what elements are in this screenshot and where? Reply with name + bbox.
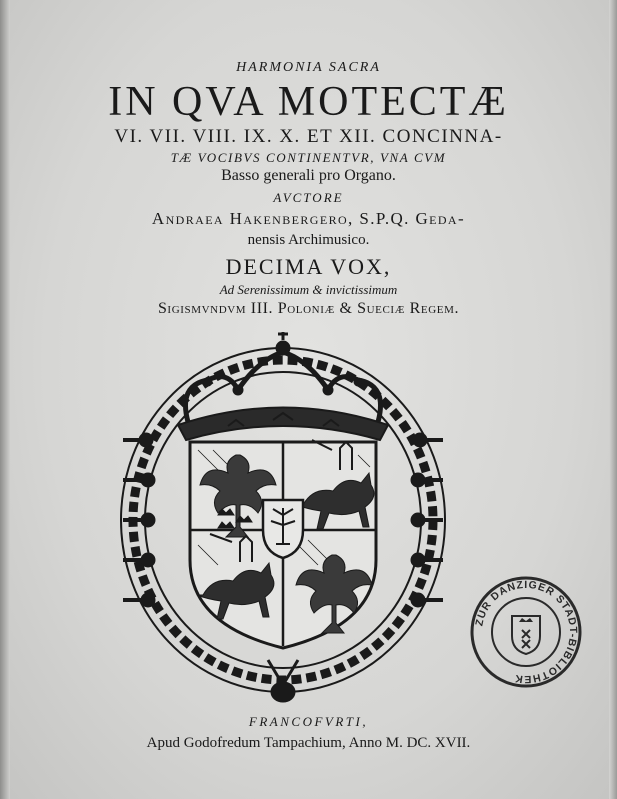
title-voices-line: VI. VII. VIII. IX. X. ET XII. CONCINNA- bbox=[114, 126, 503, 147]
title-continuation-line: TÆ VOCIBVS CONTINENTVR, VNA CVM bbox=[170, 150, 447, 165]
basso-line: Basso generali pro Organo. bbox=[221, 167, 396, 184]
library-stamp-icon bbox=[466, 572, 586, 692]
author-name: Andraea Hakenbergero, S.P.Q. Geda- bbox=[151, 209, 466, 228]
main-title: IN QVA MOTECTÆ bbox=[108, 79, 509, 125]
imprint-publisher: Apud Godofredum Tampachium, Anno M. DC. XVII. bbox=[146, 735, 471, 751]
dedication-line-2: Sigismvndvm III. Poloniæ & Sueciæ Regem. bbox=[157, 300, 460, 317]
royal-coat-of-arms-icon bbox=[118, 330, 448, 710]
stamp-text: ZUR DANZIGER STADT-BIBLIOTHEK bbox=[473, 578, 580, 686]
author-role: nensis Archimusico. bbox=[247, 232, 370, 248]
collection-title: HARMONIA SACRA bbox=[236, 60, 381, 75]
imprint-city: FRANCOFVRTI, bbox=[248, 714, 369, 729]
crown-icon bbox=[178, 332, 388, 440]
dedication-line-1: Ad Serenissimum & invictissimum bbox=[219, 282, 398, 297]
part-heading: DECIMA VOX, bbox=[225, 254, 392, 279]
author-label: AVCTORE bbox=[273, 190, 344, 205]
